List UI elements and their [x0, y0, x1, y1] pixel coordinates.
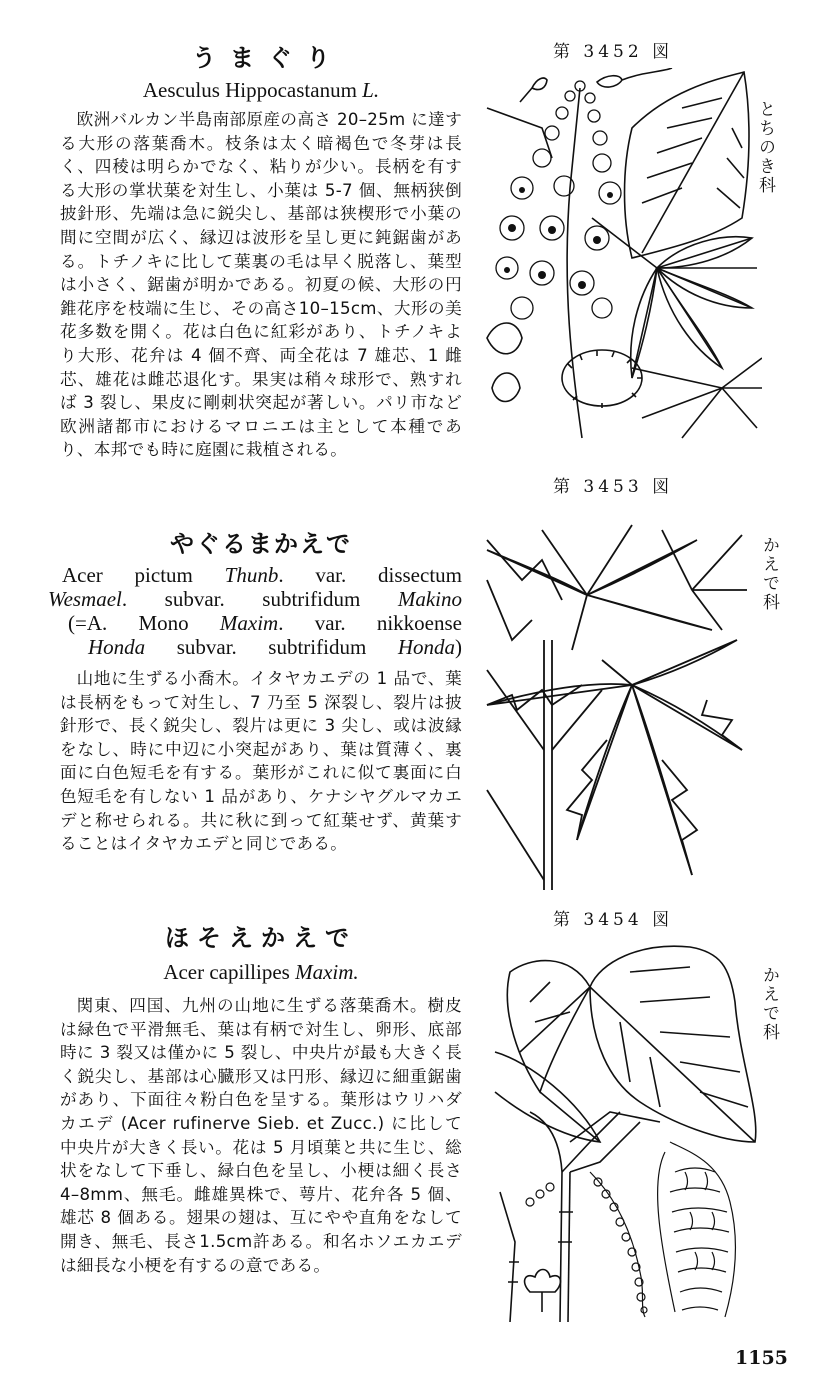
entry-title-jp: うまぐり [192, 44, 344, 72]
sci-part-author: Makino [397, 587, 462, 611]
sci-part: subvar. subtrifidum [145, 635, 398, 659]
sci-part-author: Honda [397, 635, 455, 659]
sci-part: ) [455, 635, 462, 659]
sci-part-author: Honda [88, 635, 146, 659]
scientific-name [62, 563, 462, 587]
author: L. [362, 78, 380, 102]
entry-title-jp: ほそえかえで [165, 924, 357, 952]
horse-chestnut-illustration [482, 68, 762, 448]
sci-part-author: Maxim [219, 611, 279, 635]
scientific-name-line-2 [48, 587, 462, 611]
figure-label: 第 3453 図 [553, 477, 674, 497]
sci-part: . var. nikkoense [278, 611, 462, 635]
entry-description: 山地に生ずる小喬木。イタヤカエデの 1 品で、葉は長柄をもって対生し、7 乃至 5 深裂し、裂片は披針形で、長く鋭尖し、裂片は更に 3 尖し、或は波縁をなし、時に中辺に小突起があり、葉は質薄く、裏面に白色短毛を有する。葉形がこれに似て裏面に白色短毛を有しない 1 品があり、ケナシヤグルマカエデと称せられる。共に秋に到って紅葉せず、黄葉することはイタヤカエデと同じである。 [60, 669, 462, 854]
genus-species: Aesculus Hippocastanum [142, 78, 357, 102]
sci-part: Acer pictum [62, 563, 225, 587]
scientific-name [60, 960, 462, 984]
maple-dissected-leaf-illustration [482, 520, 752, 890]
scientific-name-line-3 [68, 611, 462, 635]
entry-umaguri [60, 42, 462, 462]
entry-description: 関東、四国、九州の山地に生ずる落葉喬木。樹皮は緑色で平滑無毛、葉は有柄で対生し、卵形、底部時に 3 裂又は僅かに 5 裂し、中央片が最も大きく長く鋭尖し、基部は心臓形又は円形、縁辺に細重鋸歯があり、下面往々粉白色を呈する。葉形はウリハダカエデ (Acer rufinerve Sieb. et Zucc.) に比して中央片が大きく長い。花は 5 月頃葉と共に生じ、総状をなして下垂し、緑白色を呈し、小梗は細く長さ4–8mm、無毛。雌雄異株で、萼片、花弁各 5 個、雄芯 8 個ある。翅果の翅は、互にやや直角をなして開き、無毛、長さ1.5cm許ある。和名ホソエカエデは細長な小梗を有するの意である。 [60, 996, 462, 1275]
scientific-name [60, 78, 462, 102]
sci-part: (=A. Mono [68, 611, 220, 635]
maple-capillipes-illustration [490, 942, 760, 1322]
family-label: かえで科 [759, 966, 779, 1042]
sci-part: . var. dissectum [278, 563, 462, 587]
figure-label: 第 3454 図 [553, 910, 674, 930]
author: Maxim. [295, 960, 359, 984]
genus-species: Acer capillipes [163, 960, 290, 984]
sci-part: . subvar. subtrifidum [121, 587, 398, 611]
family-label: とちのき科 [755, 100, 775, 195]
entry-title-jp: やぐるまかえで [170, 530, 352, 558]
entry-yagurumakaede [48, 528, 462, 856]
family-label: かえで科 [759, 536, 779, 612]
sci-line-1 [62, 563, 462, 587]
sci-part-author: Thunb [224, 563, 279, 587]
page-number: 1155 [735, 1347, 788, 1369]
figure-label: 第 3452 図 [553, 42, 674, 62]
entry-hosoekaede [60, 922, 462, 1277]
scientific-name-line-4 [88, 635, 462, 659]
entry-description: 欧洲バルカン半島南部原産の高さ 20–25m に達する大形の落葉喬木。枝条は太く暗褐色で冬芽は長く、四稜は明らかでなく、粘りが少い。長柄を有する大形の掌状葉を対生し、小葉は 5-7 個、無柄狭倒披針形、先端は急に鋭尖し、基部は狭楔形で小葉の間に空間が広く、縁辺は波形を呈し更に鈍鋸歯がある。トチノキに比して葉裏の毛は早く脱落し、葉型は小さく、鋸歯が明かである。初夏の候、大形の円錐花序を枝端に生じ、その高さ10–15cm、大形の美花多数を開く。花は白色に紅彩があり、トチノキより大形、花弁は 4 個不齊、両全花は 7 雄芯、1 雌芯、雄花は雌芯退化す。果実は稍々球形で、熟すれば 3 裂し、果皮に剛刺状突起が著しい。パリ市など欧洲諸都市におけるマロニエは主として本種であり、本邦でも時に庭園に栽植される。 [60, 110, 462, 460]
sci-part-author: Wesmael [48, 587, 122, 611]
